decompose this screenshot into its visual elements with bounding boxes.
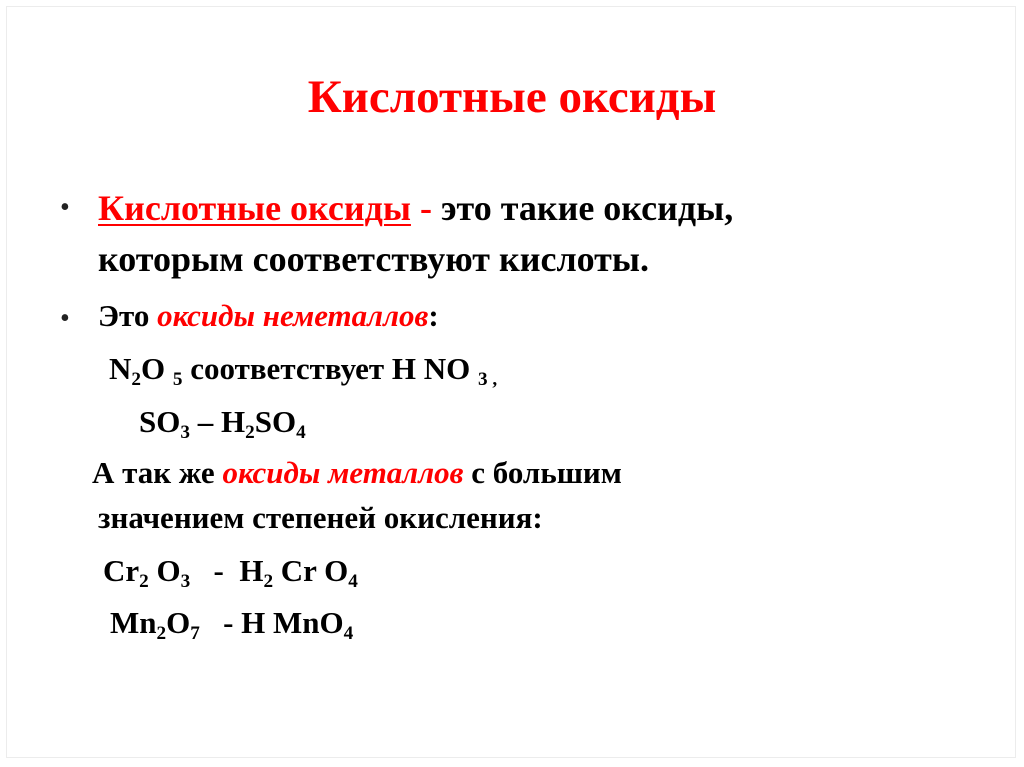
formula-mn2o7 xyxy=(110,603,353,643)
slide-title: Кислотные оксиды xyxy=(307,71,717,123)
formula-subscript: 3 xyxy=(477,369,488,391)
nonmetal-prefix: Это xyxy=(98,298,158,333)
definition-term: Кислотные оксиды xyxy=(98,188,411,228)
formula-subscript: 2 xyxy=(263,571,274,593)
formula-subscript: 7 xyxy=(190,623,200,645)
formula-text: SO xyxy=(254,404,297,439)
definition-line-2: которым соответствуют кислоты. xyxy=(98,239,649,279)
formula-text: Cr O xyxy=(273,553,349,588)
formula-text: O xyxy=(141,351,173,386)
formula-cr2o3 xyxy=(103,551,358,591)
formula-comma: , xyxy=(487,369,498,391)
formula-text: соответствует H NO xyxy=(182,351,478,386)
formula-text: O xyxy=(166,605,191,640)
metal-line-1 xyxy=(92,453,622,493)
formula-text: – H xyxy=(189,404,246,439)
bullet-marker: • xyxy=(60,303,70,334)
formula-subscript: 5 xyxy=(172,369,183,391)
nonmetal-line xyxy=(98,296,439,336)
formula-subscript: 4 xyxy=(343,623,354,645)
formula-n2o5 xyxy=(109,349,497,389)
metal-prefix: А так же xyxy=(92,455,223,490)
formula-subscript: 3 xyxy=(180,571,191,593)
formula-text: N xyxy=(109,351,132,386)
nonmetal-highlight: оксиды неметаллов xyxy=(157,298,429,333)
definition-dash: - xyxy=(410,188,441,228)
formula-subscript: 4 xyxy=(348,571,358,593)
formula-subscript: 2 xyxy=(139,571,149,593)
nonmetal-suffix: : xyxy=(428,298,439,333)
formula-text: Cr xyxy=(103,553,140,588)
formula-subscript: 3 xyxy=(180,422,190,444)
formula-text: - H xyxy=(190,553,264,588)
metal-suffix: с большим xyxy=(463,455,622,490)
formula-so3 xyxy=(139,402,306,442)
formula-subscript: 4 xyxy=(296,422,306,444)
formula-subscript: 2 xyxy=(131,369,141,391)
metal-highlight: оксиды металлов xyxy=(222,455,464,490)
definition-line-1 xyxy=(98,186,733,230)
formula-text: Mn xyxy=(110,605,157,640)
bullet-marker: • xyxy=(60,192,70,223)
formula-text: O xyxy=(148,553,181,588)
formula-text: - H MnO xyxy=(199,605,344,640)
formula-text: SO xyxy=(139,404,181,439)
formula-subscript: 2 xyxy=(156,623,167,645)
formula-subscript: 2 xyxy=(245,422,255,444)
metal-line-2: значением степеней окисления: xyxy=(98,500,543,535)
definition-text: это такие оксиды, xyxy=(440,188,734,228)
